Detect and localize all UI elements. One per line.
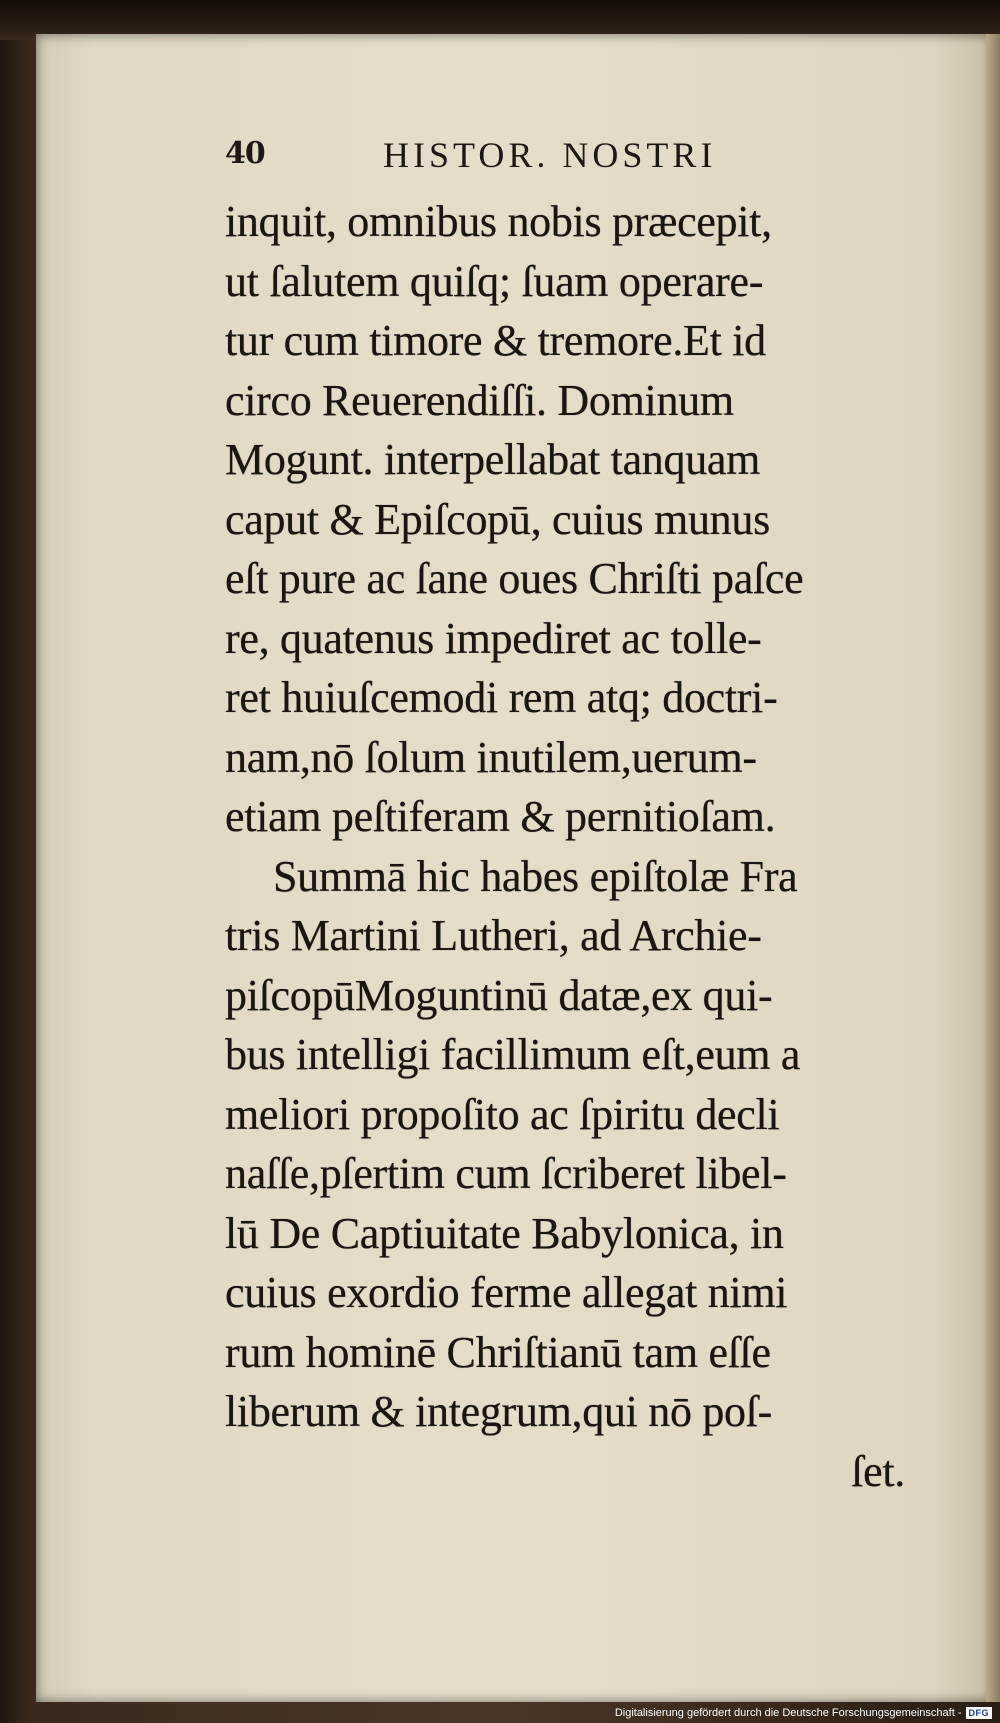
text-line: bus intelligi facillimum eſt,eum a (225, 1030, 801, 1079)
dfg-logo: DFG (966, 1707, 993, 1719)
text-line: eſt pure ac ſane oues Chriſti paſce (225, 554, 804, 603)
text-line: re, quatenus impediret ac tolle- (225, 613, 762, 663)
body-text (225, 192, 915, 1501)
catchword: ſet. (851, 1446, 905, 1496)
page-number: 40 (225, 136, 265, 171)
text-line: nam,nō ſolum inutilem,uerum- (225, 732, 757, 782)
text-line: liberum & integrum,qui nō poſ- (225, 1387, 773, 1436)
text-line: ut ſalutem quiſq; ſuam operare- (225, 256, 764, 306)
paragraph-start-line: Summā hic habes epiſtolæ Fra (273, 851, 798, 901)
text-line: Mogunt. interpellabat tanquam (225, 435, 761, 484)
text-line: caput & Epiſcopū, cuius munus (225, 494, 770, 544)
text-line: cuius exordio ferme allegat nimi (225, 1268, 788, 1317)
text-line: tur cum timore & tremore.Et id (225, 316, 766, 365)
text-line: naſſe,pſertim cum ſcriberet libel- (225, 1149, 787, 1198)
text-line: ret huiuſcemodi rem atq; doctri- (225, 673, 778, 722)
running-head: HISTOR. NOSTRI (383, 135, 717, 175)
page-edge-shadow (986, 34, 1000, 1702)
text-line: circo Reuerendiſſi. Dominum (225, 375, 734, 425)
digitization-footer (615, 1707, 992, 1719)
footer-credit: Digitalisierung gefördert durch die Deutsche Forschungsgemeinschaft - (614, 1707, 962, 1719)
page-header (225, 128, 905, 188)
text-line: inquit, omnibus nobis præcepit, (225, 197, 772, 246)
text-line: piſcopūMoguntinū datæ,ex qui- (225, 970, 773, 1020)
text-line: lū De Captiuitate Babylonica, in (225, 1208, 784, 1258)
text-line: tris Martini Lutheri, ad Archie- (225, 911, 762, 960)
text-line: rum hominē Chriſtianū tam eſſe (225, 1327, 771, 1377)
text-line: etiam peſtiferam & pernitioſam. (225, 792, 776, 841)
text-line: meliori propoſito ac ſpiritu decli (225, 1089, 780, 1139)
